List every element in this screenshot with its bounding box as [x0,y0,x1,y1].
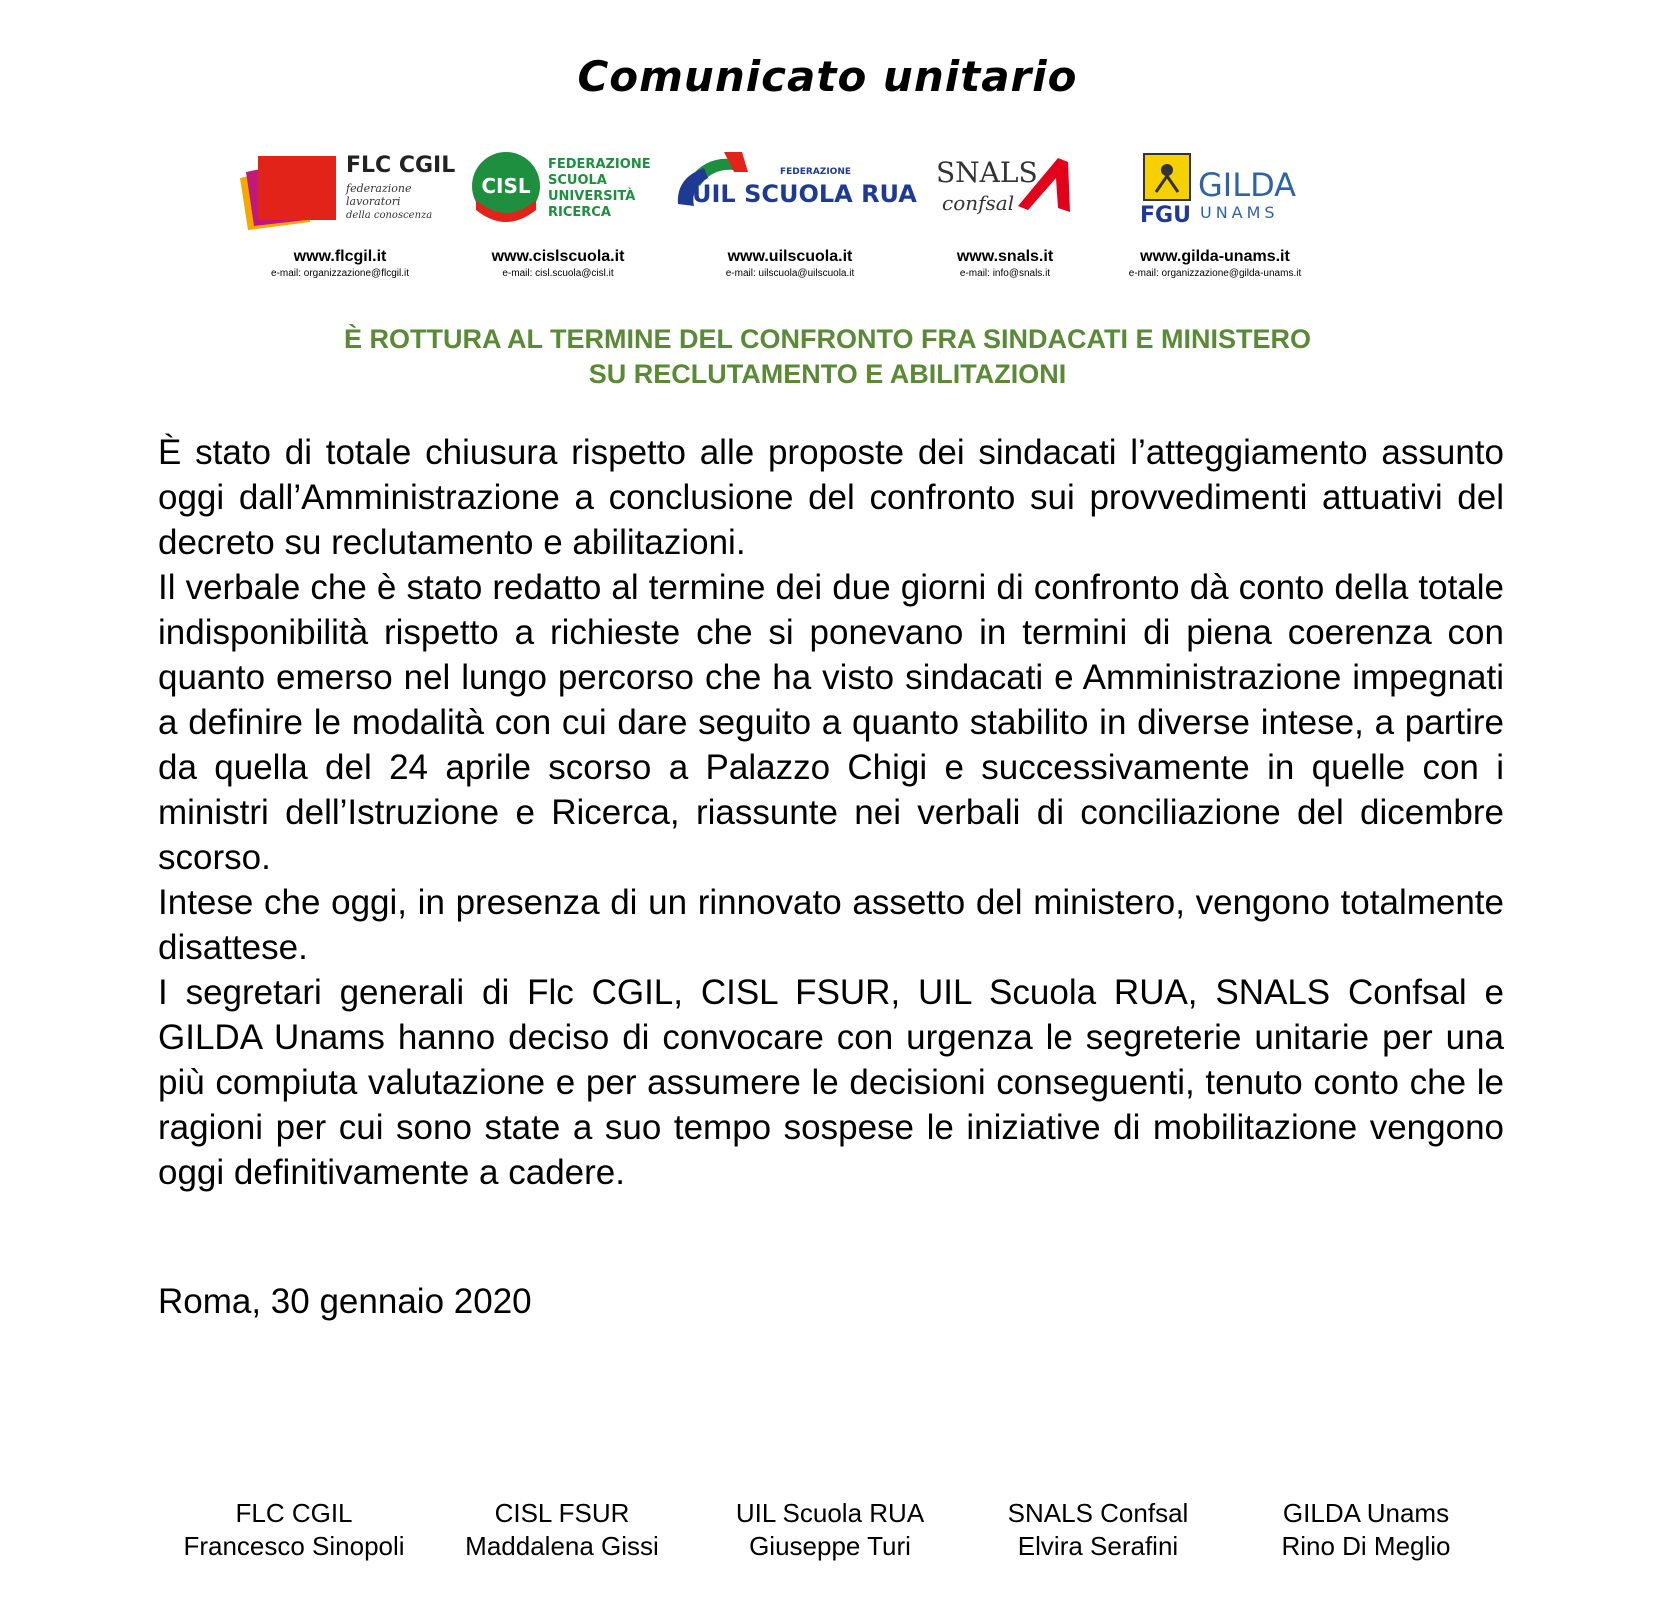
logo-name: GILDA [1198,166,1297,204]
signature-org: GILDA Unams [1282,1498,1450,1528]
logo-name: FLC CGIL [346,153,456,178]
page-title: Comunicato unitario [577,52,1078,101]
signature-person: Giuseppe Turi [749,1531,911,1561]
logo-email: e-mail: cisl.scuola@cisl.it [502,268,614,279]
logo-name: CISL [481,174,531,198]
svg-text:FEDERAZIONE: FEDERAZIONE [548,157,651,172]
svg-text:della conoscenza: della conoscenza [346,210,433,221]
signature [428,1497,696,1563]
uil-emblem-icon [668,148,917,238]
logo-subtitle: confsal [942,191,1015,215]
logo-gilda [1100,148,1330,288]
logo-subtitle: FEDERAZIONE [780,167,852,177]
headline [0,322,1655,392]
logo-name: SNALS [936,156,1038,189]
logo-email: e-mail: organizzazione@gilda-unams.it [1128,268,1302,279]
svg-text:SCUOLA: SCUOLA [548,173,607,188]
logo-site: www.cislscuola.it [491,248,625,265]
logo-snals [930,148,1080,288]
logo-site: www.snals.it [956,248,1054,265]
document-date: Roma, 30 gennaio 2020 [158,1282,532,1321]
logo-site: www.uilscuola.it [727,248,853,265]
logo-uil [668,148,917,288]
svg-text:lavoratori: lavoratori [346,195,401,208]
signature-person: Maddalena Gissi [465,1531,659,1561]
logo-cisl [468,148,651,288]
logo-site: www.flcgil.it [293,248,387,265]
logo-flc-cgil [240,148,456,288]
logo-name: UIL SCUOLA RUA [692,180,917,208]
signature [160,1497,428,1563]
signature-person: Rino Di Meglio [1281,1531,1451,1561]
signature-person: Elvira Serafini [1017,1531,1179,1561]
logo-badge: FGU [1140,203,1191,228]
logo-email: e-mail: uilscuola@uilscuola.it [725,268,855,279]
signature [964,1497,1232,1563]
paragraph: Il verbale che è stato redatto al termine dei due giorni di confronto dà conto della totale indisponibilità rispetto a richieste che si ponevano in termini di piena coerenza con quanto emerso nel lungo percorso che ha visto sindacati e Amministrazione impegnati a definire le modalità con cui dare seguito a quanto stabilito in diverse intese, a partire da quella del 24 aprile scorso a Palazzo Chigi e successivamente in quelle con i ministri dell’Istruzione e Ricerca, riassunte nei verbali di conciliazione del dicembre scorso. [158,568,1504,877]
svg-text:federazione: federazione [346,182,412,195]
flc-cgil-flag-icon [240,148,456,238]
signature-org: FLC CGIL [235,1498,353,1528]
signature-person: Francesco Sinopoli [183,1531,405,1561]
signature [696,1497,964,1563]
cisl-emblem-icon [468,148,651,238]
signature [1232,1497,1500,1563]
signatures [160,1497,1500,1567]
svg-text:UNIVERSITÀ: UNIVERSITÀ [548,189,636,204]
signature-org: UIL Scuola RUA [735,1498,925,1528]
logo-subtitle: UNAMS [1200,203,1279,222]
headline-line-2: SU RECLUTAMENTO E ABILITAZIONI [588,359,1067,389]
paragraph: I segretari generali di Flc CGIL, CISL FSUR, UIL Scuola RUA, SNALS Confsal e GILDA Unams hanno deciso di convocare con urgenza le segreterie unitarie per una più compiuta valutazione e per assumere le decisioni conseguenti, tenuto conto che le ragioni per cui sono state a suo tempo sospese le iniziative di mobilitazione vengono oggi definitivamente a cadere. [158,973,1504,1192]
snals-emblem-icon [930,148,1080,238]
headline-line-1: È ROTTURA AL TERMINE DEL CONFRONTO FRA SINDACATI E MINISTERO [343,324,1311,354]
signature-org: SNALS Confsal [1007,1498,1189,1528]
logo-email: e-mail: info@snals.it [959,268,1051,279]
union-logos [240,148,1420,288]
paragraph: Intese che oggi, in presenza di un rinnovato assetto del ministero, vengono totalmente disattese. [158,883,1504,967]
logo-email: e-mail: organizzazione@flcgil.it [271,268,409,279]
paragraph: È stato di totale chiusura rispetto alle proposte dei sindacati l’atteggiamento assunto oggi dall’Amministrazione a conclusione del confronto sui provvedimenti attuativi del decreto su reclutamento e abilitazioni. [158,433,1504,562]
logo-site: www.gilda-unams.it [1140,248,1290,265]
gilda-emblem-icon [1100,148,1330,238]
svg-text:RICERCA: RICERCA [548,205,611,220]
body-text [158,430,1504,1195]
signature-org: CISL FSUR [494,1498,630,1528]
